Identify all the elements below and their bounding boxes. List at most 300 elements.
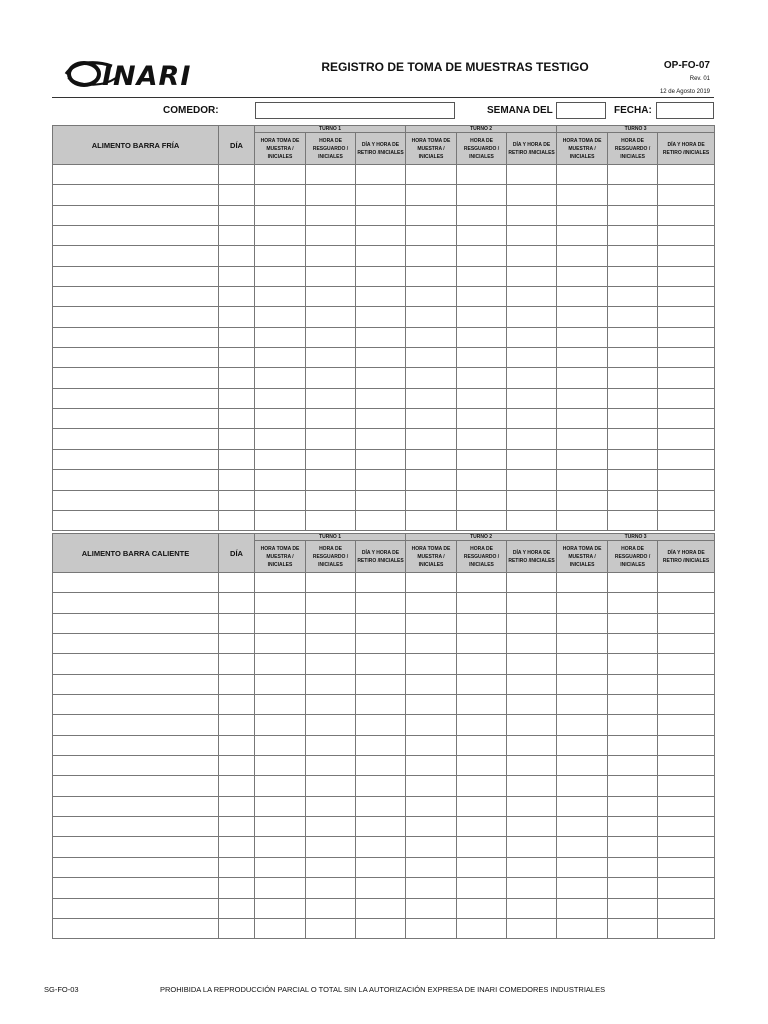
time-cell[interactable] <box>255 409 306 429</box>
time-cell[interactable] <box>356 593 406 613</box>
time-cell[interactable] <box>406 185 457 205</box>
time-cell[interactable] <box>507 898 557 918</box>
time-cell[interactable] <box>608 287 658 307</box>
time-cell[interactable] <box>255 817 306 837</box>
time-cell[interactable] <box>306 368 356 388</box>
day-cell[interactable] <box>219 654 255 674</box>
time-cell[interactable] <box>356 348 406 368</box>
time-cell[interactable] <box>658 490 715 510</box>
time-cell[interactable] <box>557 246 608 266</box>
time-cell[interactable] <box>356 165 406 185</box>
food-cell[interactable] <box>53 654 219 674</box>
day-cell[interactable] <box>219 510 255 530</box>
food-cell[interactable] <box>53 510 219 530</box>
time-cell[interactable] <box>557 674 608 694</box>
time-cell[interactable] <box>356 918 406 938</box>
time-cell[interactable] <box>608 409 658 429</box>
time-cell[interactable] <box>658 857 715 877</box>
time-cell[interactable] <box>557 695 608 715</box>
food-cell[interactable] <box>53 287 219 307</box>
time-cell[interactable] <box>658 695 715 715</box>
time-cell[interactable] <box>306 654 356 674</box>
time-cell[interactable] <box>406 388 457 408</box>
time-cell[interactable] <box>507 756 557 776</box>
time-cell[interactable] <box>356 266 406 286</box>
time-cell[interactable] <box>507 429 557 449</box>
time-cell[interactable] <box>557 837 608 857</box>
time-cell[interactable] <box>356 715 406 735</box>
time-cell[interactable] <box>255 388 306 408</box>
time-cell[interactable] <box>406 613 457 633</box>
day-cell[interactable] <box>219 613 255 633</box>
food-cell[interactable] <box>53 573 219 593</box>
time-cell[interactable] <box>557 287 608 307</box>
time-cell[interactable] <box>306 674 356 694</box>
time-cell[interactable] <box>406 348 457 368</box>
time-cell[interactable] <box>255 715 306 735</box>
time-cell[interactable] <box>255 878 306 898</box>
time-cell[interactable] <box>255 573 306 593</box>
time-cell[interactable] <box>306 613 356 633</box>
fecha-field[interactable] <box>656 102 714 119</box>
time-cell[interactable] <box>306 348 356 368</box>
time-cell[interactable] <box>306 573 356 593</box>
time-cell[interactable] <box>557 348 608 368</box>
time-cell[interactable] <box>658 165 715 185</box>
time-cell[interactable] <box>507 388 557 408</box>
time-cell[interactable] <box>507 449 557 469</box>
time-cell[interactable] <box>507 266 557 286</box>
time-cell[interactable] <box>658 307 715 327</box>
time-cell[interactable] <box>557 205 608 225</box>
time-cell[interactable] <box>255 307 306 327</box>
time-cell[interactable] <box>306 266 356 286</box>
time-cell[interactable] <box>457 573 507 593</box>
time-cell[interactable] <box>255 857 306 877</box>
time-cell[interactable] <box>457 449 507 469</box>
time-cell[interactable] <box>658 226 715 246</box>
time-cell[interactable] <box>255 776 306 796</box>
time-cell[interactable] <box>608 613 658 633</box>
time-cell[interactable] <box>306 837 356 857</box>
time-cell[interactable] <box>356 634 406 654</box>
day-cell[interactable] <box>219 246 255 266</box>
food-cell[interactable] <box>53 388 219 408</box>
time-cell[interactable] <box>658 287 715 307</box>
day-cell[interactable] <box>219 490 255 510</box>
time-cell[interactable] <box>356 429 406 449</box>
time-cell[interactable] <box>507 226 557 246</box>
time-cell[interactable] <box>557 573 608 593</box>
time-cell[interactable] <box>306 634 356 654</box>
time-cell[interactable] <box>507 715 557 735</box>
time-cell[interactable] <box>356 573 406 593</box>
time-cell[interactable] <box>457 165 507 185</box>
day-cell[interactable] <box>219 817 255 837</box>
time-cell[interactable] <box>306 898 356 918</box>
time-cell[interactable] <box>406 266 457 286</box>
time-cell[interactable] <box>608 327 658 347</box>
time-cell[interactable] <box>507 674 557 694</box>
time-cell[interactable] <box>507 510 557 530</box>
time-cell[interactable] <box>406 796 457 816</box>
time-cell[interactable] <box>507 878 557 898</box>
time-cell[interactable] <box>255 654 306 674</box>
time-cell[interactable] <box>457 898 507 918</box>
time-cell[interactable] <box>608 388 658 408</box>
time-cell[interactable] <box>658 205 715 225</box>
time-cell[interactable] <box>507 246 557 266</box>
time-cell[interactable] <box>306 796 356 816</box>
day-cell[interactable] <box>219 878 255 898</box>
time-cell[interactable] <box>356 756 406 776</box>
time-cell[interactable] <box>658 654 715 674</box>
food-cell[interactable] <box>53 327 219 347</box>
time-cell[interactable] <box>658 510 715 530</box>
time-cell[interactable] <box>306 510 356 530</box>
food-cell[interactable] <box>53 674 219 694</box>
time-cell[interactable] <box>255 490 306 510</box>
time-cell[interactable] <box>658 634 715 654</box>
time-cell[interactable] <box>557 817 608 837</box>
time-cell[interactable] <box>306 918 356 938</box>
time-cell[interactable] <box>457 735 507 755</box>
time-cell[interactable] <box>255 266 306 286</box>
time-cell[interactable] <box>457 918 507 938</box>
time-cell[interactable] <box>457 429 507 449</box>
time-cell[interactable] <box>406 674 457 694</box>
food-cell[interactable] <box>53 429 219 449</box>
day-cell[interactable] <box>219 898 255 918</box>
time-cell[interactable] <box>608 593 658 613</box>
day-cell[interactable] <box>219 205 255 225</box>
time-cell[interactable] <box>608 898 658 918</box>
day-cell[interactable] <box>219 348 255 368</box>
time-cell[interactable] <box>557 735 608 755</box>
time-cell[interactable] <box>658 470 715 490</box>
time-cell[interactable] <box>406 510 457 530</box>
day-cell[interactable] <box>219 368 255 388</box>
food-cell[interactable] <box>53 368 219 388</box>
time-cell[interactable] <box>608 205 658 225</box>
time-cell[interactable] <box>356 368 406 388</box>
time-cell[interactable] <box>406 429 457 449</box>
time-cell[interactable] <box>557 756 608 776</box>
time-cell[interactable] <box>255 368 306 388</box>
time-cell[interactable] <box>658 898 715 918</box>
food-cell[interactable] <box>53 918 219 938</box>
day-cell[interactable] <box>219 409 255 429</box>
food-cell[interactable] <box>53 898 219 918</box>
time-cell[interactable] <box>406 593 457 613</box>
food-cell[interactable] <box>53 307 219 327</box>
day-cell[interactable] <box>219 776 255 796</box>
time-cell[interactable] <box>658 185 715 205</box>
time-cell[interactable] <box>457 490 507 510</box>
time-cell[interactable] <box>507 470 557 490</box>
time-cell[interactable] <box>557 634 608 654</box>
time-cell[interactable] <box>406 287 457 307</box>
time-cell[interactable] <box>608 918 658 938</box>
time-cell[interactable] <box>406 735 457 755</box>
time-cell[interactable] <box>507 695 557 715</box>
time-cell[interactable] <box>608 857 658 877</box>
time-cell[interactable] <box>608 307 658 327</box>
time-cell[interactable] <box>557 307 608 327</box>
time-cell[interactable] <box>507 776 557 796</box>
time-cell[interactable] <box>406 715 457 735</box>
time-cell[interactable] <box>306 165 356 185</box>
time-cell[interactable] <box>356 205 406 225</box>
time-cell[interactable] <box>255 287 306 307</box>
time-cell[interactable] <box>255 735 306 755</box>
food-cell[interactable] <box>53 490 219 510</box>
time-cell[interactable] <box>306 695 356 715</box>
time-cell[interactable] <box>658 266 715 286</box>
time-cell[interactable] <box>356 388 406 408</box>
time-cell[interactable] <box>406 470 457 490</box>
time-cell[interactable] <box>507 348 557 368</box>
time-cell[interactable] <box>507 857 557 877</box>
time-cell[interactable] <box>608 695 658 715</box>
time-cell[interactable] <box>658 388 715 408</box>
day-cell[interactable] <box>219 470 255 490</box>
food-cell[interactable] <box>53 796 219 816</box>
time-cell[interactable] <box>356 307 406 327</box>
time-cell[interactable] <box>406 756 457 776</box>
time-cell[interactable] <box>356 327 406 347</box>
time-cell[interactable] <box>457 674 507 694</box>
time-cell[interactable] <box>306 715 356 735</box>
time-cell[interactable] <box>255 429 306 449</box>
time-cell[interactable] <box>356 470 406 490</box>
time-cell[interactable] <box>608 185 658 205</box>
time-cell[interactable] <box>406 634 457 654</box>
food-cell[interactable] <box>53 185 219 205</box>
time-cell[interactable] <box>457 307 507 327</box>
time-cell[interactable] <box>658 246 715 266</box>
food-cell[interactable] <box>53 409 219 429</box>
food-cell[interactable] <box>53 470 219 490</box>
food-cell[interactable] <box>53 715 219 735</box>
day-cell[interactable] <box>219 918 255 938</box>
time-cell[interactable] <box>658 429 715 449</box>
food-cell[interactable] <box>53 817 219 837</box>
time-cell[interactable] <box>255 510 306 530</box>
time-cell[interactable] <box>658 756 715 776</box>
time-cell[interactable] <box>356 246 406 266</box>
day-cell[interactable] <box>219 287 255 307</box>
time-cell[interactable] <box>406 327 457 347</box>
time-cell[interactable] <box>306 388 356 408</box>
time-cell[interactable] <box>658 817 715 837</box>
time-cell[interactable] <box>608 226 658 246</box>
day-cell[interactable] <box>219 796 255 816</box>
time-cell[interactable] <box>356 857 406 877</box>
time-cell[interactable] <box>658 918 715 938</box>
time-cell[interactable] <box>255 185 306 205</box>
time-cell[interactable] <box>356 674 406 694</box>
time-cell[interactable] <box>658 348 715 368</box>
time-cell[interactable] <box>356 837 406 857</box>
comedor-field[interactable] <box>255 102 455 119</box>
time-cell[interactable] <box>658 573 715 593</box>
time-cell[interactable] <box>356 817 406 837</box>
food-cell[interactable] <box>53 226 219 246</box>
day-cell[interactable] <box>219 388 255 408</box>
time-cell[interactable] <box>356 613 406 633</box>
time-cell[interactable] <box>356 510 406 530</box>
time-cell[interactable] <box>306 593 356 613</box>
food-cell[interactable] <box>53 878 219 898</box>
time-cell[interactable] <box>255 246 306 266</box>
time-cell[interactable] <box>306 490 356 510</box>
day-cell[interactable] <box>219 266 255 286</box>
time-cell[interactable] <box>406 449 457 469</box>
time-cell[interactable] <box>306 817 356 837</box>
time-cell[interactable] <box>608 246 658 266</box>
time-cell[interactable] <box>507 307 557 327</box>
time-cell[interactable] <box>457 715 507 735</box>
time-cell[interactable] <box>255 470 306 490</box>
time-cell[interactable] <box>557 593 608 613</box>
food-cell[interactable] <box>53 348 219 368</box>
time-cell[interactable] <box>255 593 306 613</box>
time-cell[interactable] <box>557 449 608 469</box>
time-cell[interactable] <box>507 327 557 347</box>
time-cell[interactable] <box>255 327 306 347</box>
time-cell[interactable] <box>608 429 658 449</box>
time-cell[interactable] <box>457 246 507 266</box>
day-cell[interactable] <box>219 307 255 327</box>
time-cell[interactable] <box>406 307 457 327</box>
time-cell[interactable] <box>457 368 507 388</box>
time-cell[interactable] <box>507 918 557 938</box>
time-cell[interactable] <box>306 205 356 225</box>
time-cell[interactable] <box>557 857 608 877</box>
time-cell[interactable] <box>457 878 507 898</box>
time-cell[interactable] <box>306 776 356 796</box>
time-cell[interactable] <box>608 449 658 469</box>
time-cell[interactable] <box>608 368 658 388</box>
time-cell[interactable] <box>406 246 457 266</box>
time-cell[interactable] <box>457 409 507 429</box>
food-cell[interactable] <box>53 634 219 654</box>
time-cell[interactable] <box>356 490 406 510</box>
time-cell[interactable] <box>406 817 457 837</box>
time-cell[interactable] <box>255 898 306 918</box>
time-cell[interactable] <box>557 490 608 510</box>
time-cell[interactable] <box>255 918 306 938</box>
time-cell[interactable] <box>406 654 457 674</box>
time-cell[interactable] <box>457 388 507 408</box>
time-cell[interactable] <box>608 817 658 837</box>
time-cell[interactable] <box>306 449 356 469</box>
time-cell[interactable] <box>557 429 608 449</box>
time-cell[interactable] <box>406 857 457 877</box>
time-cell[interactable] <box>608 837 658 857</box>
time-cell[interactable] <box>608 878 658 898</box>
time-cell[interactable] <box>608 756 658 776</box>
time-cell[interactable] <box>658 593 715 613</box>
time-cell[interactable] <box>507 287 557 307</box>
time-cell[interactable] <box>507 165 557 185</box>
time-cell[interactable] <box>658 368 715 388</box>
time-cell[interactable] <box>356 409 406 429</box>
time-cell[interactable] <box>507 573 557 593</box>
day-cell[interactable] <box>219 756 255 776</box>
time-cell[interactable] <box>406 573 457 593</box>
time-cell[interactable] <box>306 246 356 266</box>
time-cell[interactable] <box>507 368 557 388</box>
day-cell[interactable] <box>219 715 255 735</box>
time-cell[interactable] <box>608 796 658 816</box>
time-cell[interactable] <box>507 634 557 654</box>
day-cell[interactable] <box>219 857 255 877</box>
time-cell[interactable] <box>507 613 557 633</box>
time-cell[interactable] <box>255 837 306 857</box>
time-cell[interactable] <box>255 796 306 816</box>
time-cell[interactable] <box>557 715 608 735</box>
time-cell[interactable] <box>406 878 457 898</box>
time-cell[interactable] <box>658 409 715 429</box>
time-cell[interactable] <box>507 735 557 755</box>
day-cell[interactable] <box>219 226 255 246</box>
time-cell[interactable] <box>306 857 356 877</box>
time-cell[interactable] <box>608 674 658 694</box>
time-cell[interactable] <box>457 613 507 633</box>
time-cell[interactable] <box>457 510 507 530</box>
time-cell[interactable] <box>608 348 658 368</box>
day-cell[interactable] <box>219 837 255 857</box>
time-cell[interactable] <box>658 715 715 735</box>
time-cell[interactable] <box>255 613 306 633</box>
time-cell[interactable] <box>557 388 608 408</box>
time-cell[interactable] <box>356 898 406 918</box>
time-cell[interactable] <box>356 776 406 796</box>
time-cell[interactable] <box>255 165 306 185</box>
time-cell[interactable] <box>306 470 356 490</box>
time-cell[interactable] <box>507 185 557 205</box>
day-cell[interactable] <box>219 735 255 755</box>
time-cell[interactable] <box>608 715 658 735</box>
time-cell[interactable] <box>658 327 715 347</box>
time-cell[interactable] <box>406 490 457 510</box>
day-cell[interactable] <box>219 674 255 694</box>
time-cell[interactable] <box>457 327 507 347</box>
time-cell[interactable] <box>255 634 306 654</box>
time-cell[interactable] <box>557 510 608 530</box>
time-cell[interactable] <box>557 796 608 816</box>
time-cell[interactable] <box>306 307 356 327</box>
food-cell[interactable] <box>53 735 219 755</box>
food-cell[interactable] <box>53 266 219 286</box>
time-cell[interactable] <box>306 287 356 307</box>
time-cell[interactable] <box>306 409 356 429</box>
time-cell[interactable] <box>457 776 507 796</box>
time-cell[interactable] <box>507 409 557 429</box>
semana-field[interactable] <box>556 102 606 119</box>
time-cell[interactable] <box>608 776 658 796</box>
time-cell[interactable] <box>557 654 608 674</box>
time-cell[interactable] <box>306 185 356 205</box>
time-cell[interactable] <box>356 735 406 755</box>
time-cell[interactable] <box>406 695 457 715</box>
time-cell[interactable] <box>557 409 608 429</box>
time-cell[interactable] <box>507 205 557 225</box>
time-cell[interactable] <box>255 226 306 246</box>
time-cell[interactable] <box>457 817 507 837</box>
